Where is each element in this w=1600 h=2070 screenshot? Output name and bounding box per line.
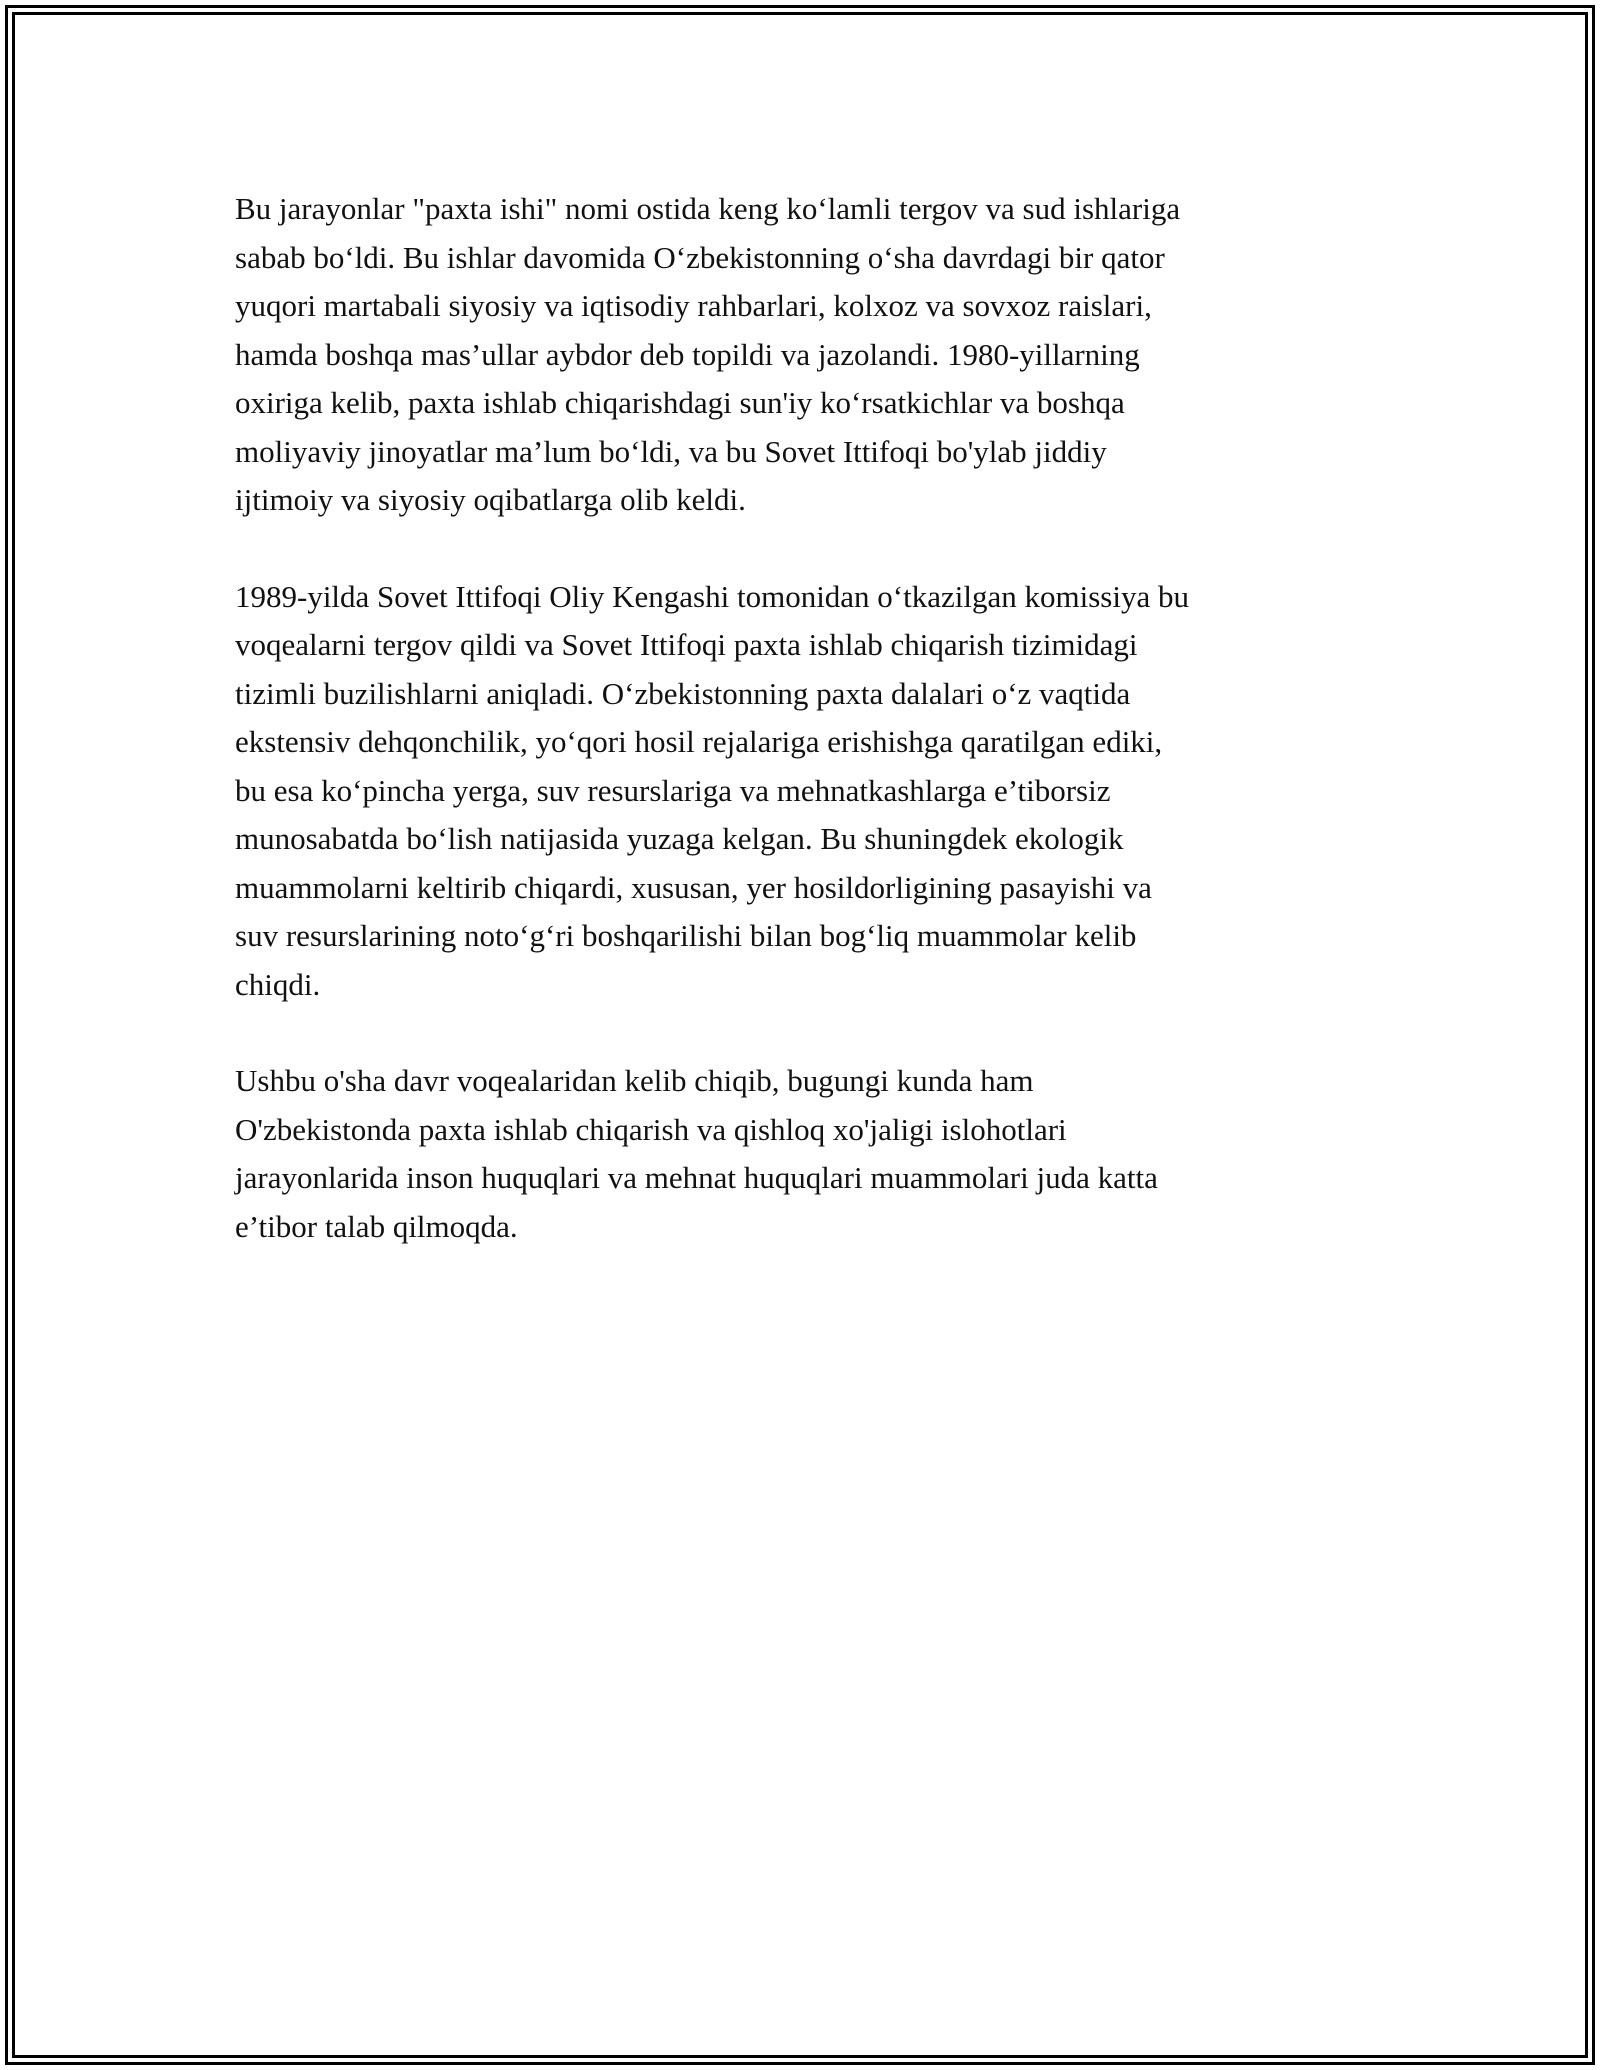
paragraph-line: muammolarni keltirib chiqardi, xususan, yer hosildorligining pasayishi va [235,869,1152,905]
paragraph-line: 1989-yilda Sovet Ittifoqi Oliy Kengashi tomonidan o‘tkazilgan komissiya bu [235,578,1189,614]
paragraph-line: oxiriga kelib, paxta ishlab chiqarishdagi sun'iy ko‘rsatkichlar va boshqa [235,385,1125,420]
paragraph-line: ekstensiv dehqonchilik, yo‘qori hosil rejalariga erishishga qaratilgan ediki, [235,724,1163,759]
paragraph-line: sabab bo‘ldi. Bu ishlar davomida O‘zbekistonning o‘sha davrdagi bir qator [235,239,1165,275]
paragraph-1 [235,185,1385,525]
paragraph-2 [235,573,1385,1010]
paragraph-line: Bu jarayonlar "paxta ishi" nomi ostida keng ko‘lamli tergov va sud ishlariga [235,191,1181,226]
paragraph-line: e’tibor talab qilmoqda. [235,1208,518,1244]
paragraph-line: bu esa ko‘pincha yerga, suv resurslariga va mehnatkashlarga e’tiborsiz [235,772,1111,808]
paragraph-line: jarayonlarida inson huquqlari va mehnat huquqlari muammolari juda katta [235,1160,1158,1195]
paragraph-line: munosabatda bo‘lish natijasida yuzaga kelgan. Bu shuningdek ekologik [235,821,1124,856]
paragraph-line: hamda boshqa mas’ullar aybdor deb topildi va jazolandi. 1980-yillarning [235,336,1140,372]
paragraph-line: suv resurslarining noto‘g‘ri boshqarilishi bilan bog‘liq muammolar kelib [235,918,1137,953]
paragraph-line: ijtimoiy va siyosiy oqibatlarga olib keldi. [235,482,746,517]
paragraph-line: voqealarni tergov qildi va Sovet Ittifoqi paxta ishlab chiqarish tizimidagi [235,627,1138,662]
paragraph-line: moliyaviy jinoyatlar ma’lum bo‘ldi, va bu Sovet Ittifoqi bo'ylab jiddiy [235,433,1107,469]
paragraph-line: yuqori martabali siyosiy va iqtisodiy rahbarlari, kolxoz va sovxoz raislari, [235,288,1152,323]
paragraph-3 [235,1057,1385,1251]
paragraph-line: O'zbekistonda paxta ishlab chiqarish va qishloq xo'jaligi islohotlari [235,1111,1067,1147]
paragraph-line: tizimli buzilishlarni aniqladi. O‘zbekistonning paxta dalalari o‘z vaqtida [235,675,1131,711]
paragraph-line: Ushbu o'sha davr voqealaridan kelib chiqib, bugungi kunda ham [235,1063,1034,1098]
paragraph-line: chiqdi. [235,966,321,1002]
document-body [235,185,1385,1299]
